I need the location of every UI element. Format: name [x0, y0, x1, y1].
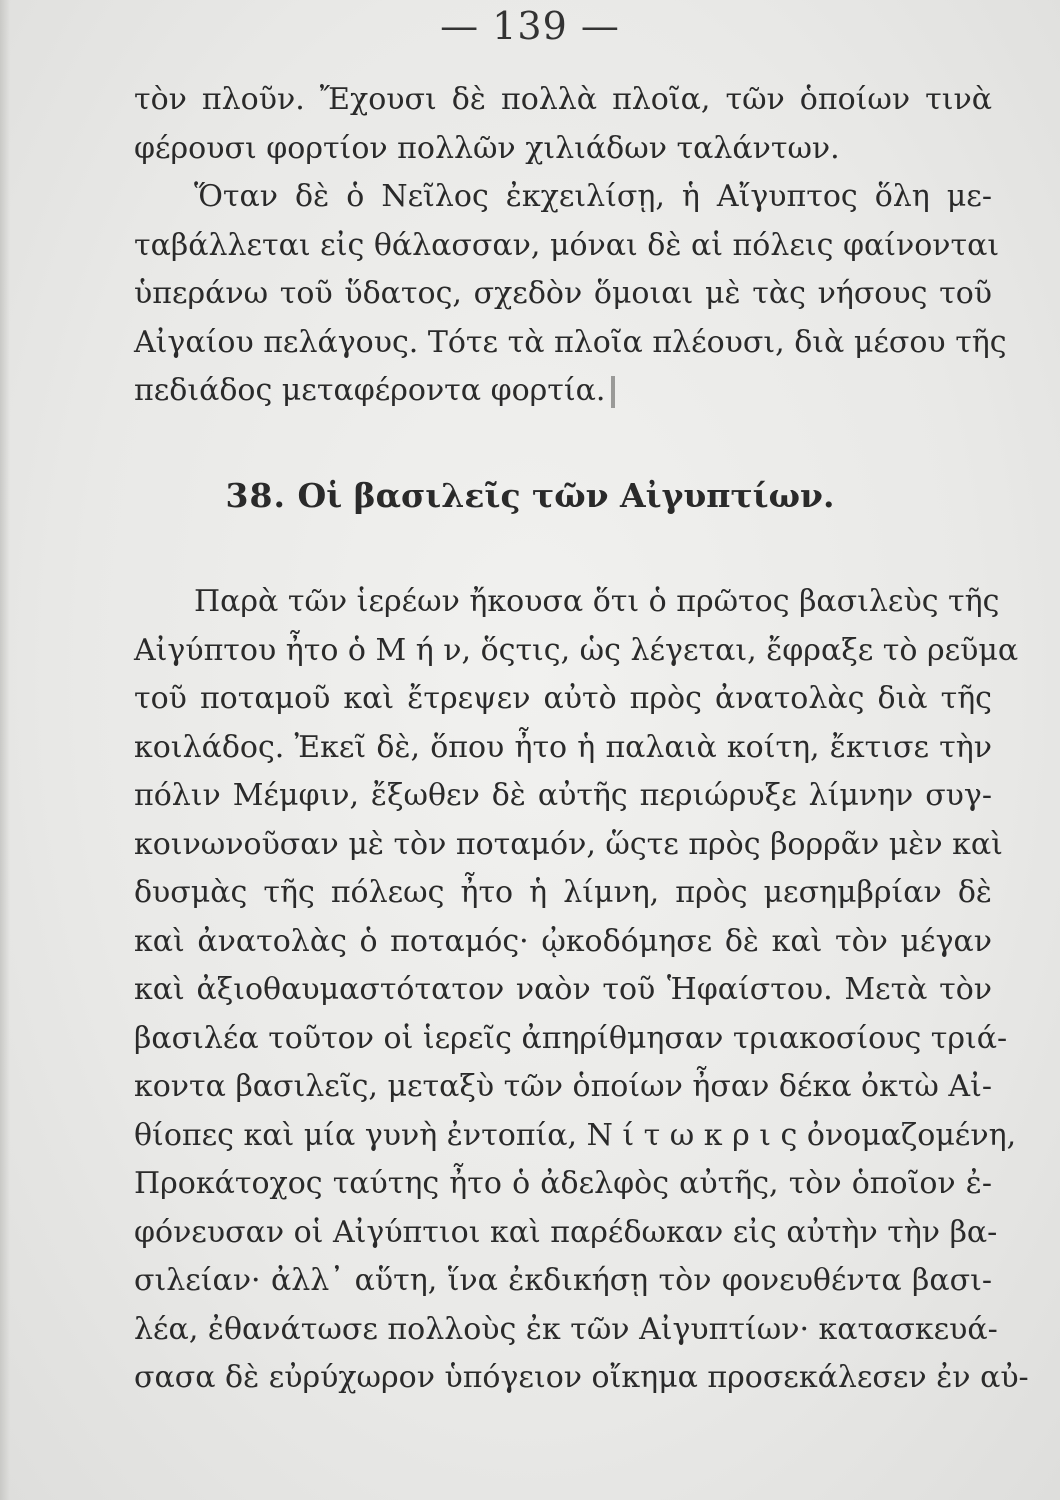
text-line-last: [134, 367, 992, 416]
text-block-top: [134, 76, 1007, 416]
text-line: Ὅταν δὲ ὁ Νεῖλος ἐκχειλίσῃ, ἡ Αἴγυπτος ὅλη με-: [194, 179, 992, 214]
page-edge-shadow: [0, 0, 10, 1500]
text-line: σασα δὲ εὐρύχωρον ὑπόγειον οἴκημα προσεκάλεσεν ἐν αὐ-: [134, 1360, 1029, 1395]
text-line: κοντα βασιλεῖς, μεταξὺ τῶν ὁποίων ἦσαν δέκα ὀκτὼ Αἰ-: [134, 1069, 992, 1104]
text-line: ὑπεράνω τοῦ ὕδατος, σχεδὸν ὅμοιαι μὲ τὰς νήσους τοῦ: [134, 276, 992, 311]
text-line: βασιλέα τοῦτον οἱ ἱερεῖς ἀπηρίθμησαν τριακοσίους τριά-: [134, 1020, 1008, 1056]
text-line: Παρὰ τῶν ἱερέων ἤκουσα ὅτι ὁ πρῶτος βασιλεὺς τῆς: [194, 584, 1000, 619]
text-line: κοινωνοῦσαν μὲ τὸν ποταμόν, ὥςτε πρὸς βορρᾶν μὲν καὶ: [134, 826, 1003, 862]
section-title: Οἱ βασιλεῖς τῶν Αἰγυπτίων.: [297, 476, 835, 515]
page-number: — 139 —: [440, 4, 620, 48]
text-line: ταβάλλεται εἰς θάλασσαν, μόναι δὲ αἱ πόλεις φαίνονται: [134, 227, 1000, 263]
text-line: Προκάτοχος ταύτης ἦτο ὁ ἀδελφὸς αὐτῆς, τὸν ὁποῖον ἐ-: [134, 1166, 992, 1201]
text-line: πόλιν Μέμφιν, ἔξωθεν δὲ αὐτῆς περιώρυξε λίμνην συγ-: [134, 778, 992, 813]
text-line: λέα, ἐθανάτωσε πολλοὺς ἐκ τῶν Αἰγυπτίων· κατασκευά-: [134, 1311, 998, 1347]
text-line: Αἰγαίου πελάγους. Τότε τὰ πλοῖα πλέουσι, διὰ μέσου τῆς: [134, 324, 1007, 360]
section-heading: [0, 476, 1060, 515]
text-line: κοιλάδος. Ἐκεῖ δὲ, ὅπου ἦτο ἡ παλαιὰ κοίτη, ἔκτισε τὴν: [134, 729, 992, 765]
text-line: φέρουσι φορτίον πολλῶν χιλιάδων ταλάντων.: [134, 130, 840, 166]
text-block-main: [134, 578, 1029, 1403]
text-line: θίοπες καὶ μία γυνὴ ἐντοπία, Ν ί τ ω κ ρ ι ς ὀνομαζομένη,: [134, 1117, 1017, 1153]
text-line: τοῦ ποταμοῦ καὶ ἔτρεψεν αὐτὸ πρὸς ἀνατολὰς διὰ τῆς: [134, 681, 992, 716]
section-number: 38.: [225, 476, 286, 515]
text-line: καὶ ἀξιοθαυμαστότατον ναὸν τοῦ Ἡφαίστου. Μετὰ τὸν: [134, 972, 992, 1007]
text-line: Αἰγύπτου ἦτο ὁ Μ ή ν, ὅςτις, ὡς λέγεται, ἔφραξε τὸ ρεῦμα: [134, 632, 1019, 668]
text-line: τὸν πλοῦν. Ἔχουσι δὲ πολλὰ πλοῖα, τῶν ὁποίων τινὰ: [134, 82, 992, 117]
text-line: πεδιάδος μεταφέροντα φορτία.: [134, 373, 606, 408]
text-cursor-mark: [611, 376, 615, 408]
text-line: φόνευσαν οἱ Αἰγύπτιοι καὶ παρέδωκαν εἰς αὐτὴν τὴν βα-: [134, 1214, 998, 1250]
text-line: καὶ ἀνατολὰς ὁ ποταμός· ᾠκοδόμησε δὲ καὶ τὸν μέγαν: [134, 923, 992, 959]
text-line: δυσμὰς τῆς πόλεως ἦτο ἡ λίμνη, πρὸς μεσημβρίαν δὲ: [134, 875, 992, 910]
text-line: σιλείαν· ἀλλ᾽ αὕτη, ἵνα ἐκδικήσῃ τὸν φονευθέντα βασι-: [134, 1263, 992, 1298]
